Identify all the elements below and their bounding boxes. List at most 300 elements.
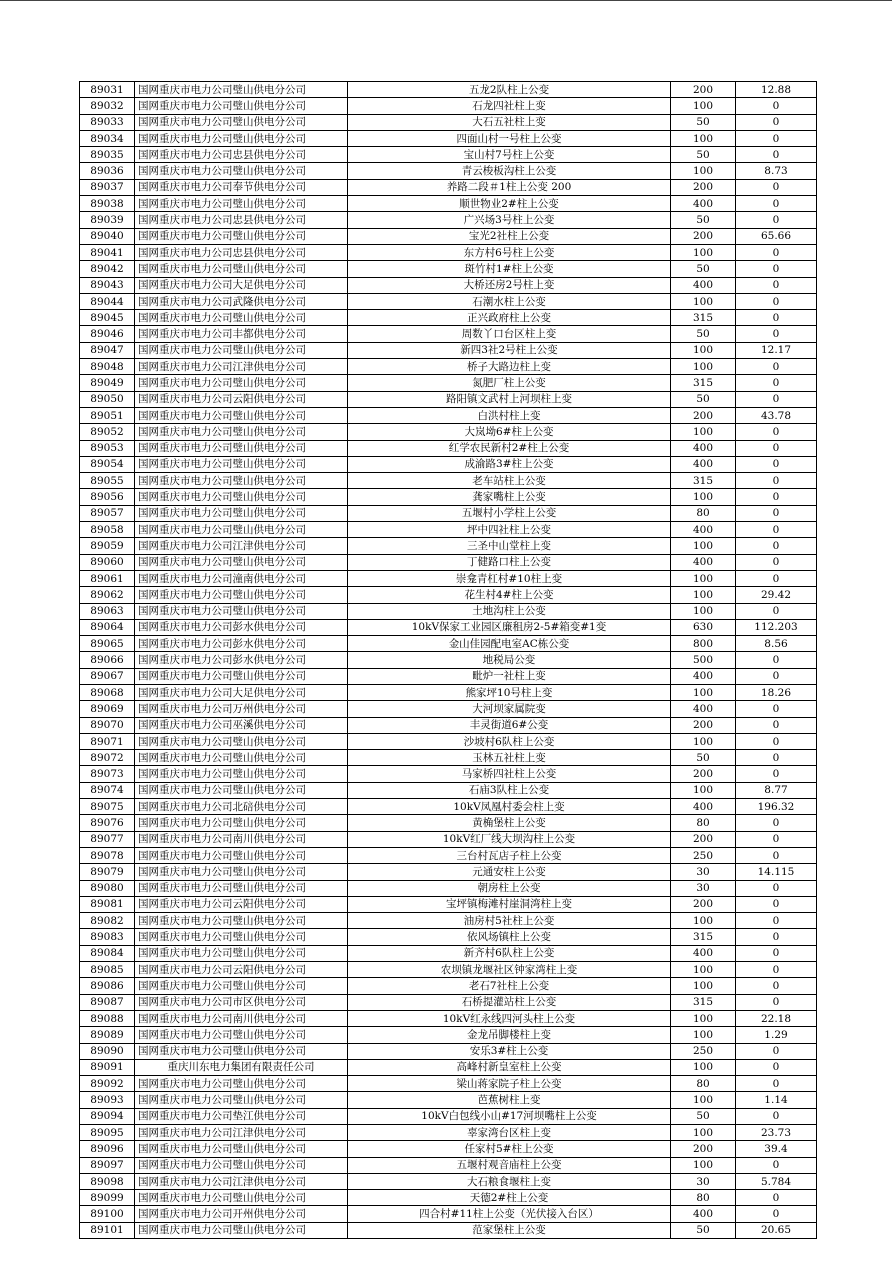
row-id-cell: 89045 xyxy=(80,310,135,326)
capacity-cell: 100 xyxy=(671,163,736,179)
table-row xyxy=(80,82,817,98)
value-cell: 0 xyxy=(736,130,817,146)
transformer-name-cell: 马家桥四社柱上公变 xyxy=(348,766,671,782)
transformer-name-cell: 五堰村小学柱上公变 xyxy=(348,505,671,521)
row-id-cell: 89091 xyxy=(80,1059,135,1075)
row-id-cell: 89094 xyxy=(80,1108,135,1124)
transformer-name-cell: 石潮水柱上公变 xyxy=(348,293,671,309)
capacity-cell: 100 xyxy=(671,244,736,260)
row-id-cell: 89037 xyxy=(80,179,135,195)
capacity-cell: 315 xyxy=(671,473,736,489)
table-row xyxy=(80,896,817,912)
transformer-name-cell: 毗炉一社柱上变 xyxy=(348,668,671,684)
capacity-cell: 100 xyxy=(671,684,736,700)
capacity-cell: 400 xyxy=(671,701,736,717)
company-cell: 国网重庆市电力公司大足供电分公司 xyxy=(135,684,348,700)
table-row xyxy=(80,424,817,440)
row-id-cell: 89063 xyxy=(80,603,135,619)
company-cell: 国网重庆市电力公司巫溪供电分公司 xyxy=(135,717,348,733)
value-cell: 0 xyxy=(736,668,817,684)
transformer-name-cell: 青云梭板沟柱上公变 xyxy=(348,163,671,179)
transformer-name-cell: 五堰村观音庙柱上公变 xyxy=(348,1157,671,1173)
row-id-cell: 89071 xyxy=(80,733,135,749)
capacity-cell: 200 xyxy=(671,179,736,195)
row-id-cell: 89055 xyxy=(80,473,135,489)
capacity-cell: 50 xyxy=(671,326,736,342)
company-cell: 国网重庆市电力公司璧山供电分公司 xyxy=(135,945,348,961)
transformer-name-cell: 周数丫口台区柱上变 xyxy=(348,326,671,342)
table-row xyxy=(80,945,817,961)
company-cell: 国网重庆市电力公司彭水供电分公司 xyxy=(135,619,348,635)
capacity-cell: 50 xyxy=(671,261,736,277)
capacity-cell: 100 xyxy=(671,1157,736,1173)
company-cell: 国网重庆市电力公司璧山供电分公司 xyxy=(135,913,348,929)
capacity-cell: 100 xyxy=(671,130,736,146)
company-cell: 国网重庆市电力公司璧山供电分公司 xyxy=(135,1141,348,1157)
company-cell: 国网重庆市电力公司璧山供电分公司 xyxy=(135,815,348,831)
transformer-name-cell: 大河坝家属院变 xyxy=(348,701,671,717)
table-row xyxy=(80,98,817,114)
transformer-name-cell: 养路二段＃1柱上公变 200 xyxy=(348,179,671,195)
row-id-cell: 89068 xyxy=(80,684,135,700)
table-row xyxy=(80,179,817,195)
company-cell: 国网重庆市电力公司璧山供电分公司 xyxy=(135,1157,348,1173)
transformer-name-cell: 崇龛青杠村#10柱上变 xyxy=(348,570,671,586)
table-row xyxy=(80,733,817,749)
value-cell: 1.14 xyxy=(736,1092,817,1108)
transformer-name-cell: 老车站柱上公变 xyxy=(348,473,671,489)
value-cell: 0 xyxy=(736,929,817,945)
company-cell: 国网重庆市电力公司璧山供电分公司 xyxy=(135,1190,348,1206)
company-cell: 国网重庆市电力公司璧山供电分公司 xyxy=(135,587,348,603)
row-id-cell: 89080 xyxy=(80,880,135,896)
table-row xyxy=(80,130,817,146)
value-cell: 0 xyxy=(736,913,817,929)
value-cell: 0 xyxy=(736,570,817,586)
capacity-cell: 200 xyxy=(671,896,736,912)
transformer-name-cell: 10kV红厂线大坝沟柱上公变 xyxy=(348,831,671,847)
table-row xyxy=(80,1173,817,1189)
row-id-cell: 89057 xyxy=(80,505,135,521)
transformer-name-cell: 新四3社2号柱上公变 xyxy=(348,342,671,358)
row-id-cell: 89076 xyxy=(80,815,135,831)
company-cell: 国网重庆市电力公司璧山供电分公司 xyxy=(135,978,348,994)
company-cell: 国网重庆市电力公司万州供电分公司 xyxy=(135,701,348,717)
row-id-cell: 89054 xyxy=(80,456,135,472)
capacity-cell: 200 xyxy=(671,228,736,244)
value-cell: 0 xyxy=(736,994,817,1010)
capacity-cell: 200 xyxy=(671,831,736,847)
row-id-cell: 89067 xyxy=(80,668,135,684)
transformer-name-cell: 四面山村一号柱上公变 xyxy=(348,130,671,146)
table-row xyxy=(80,359,817,375)
value-cell: 18.26 xyxy=(736,684,817,700)
value-cell: 0 xyxy=(736,473,817,489)
row-id-cell: 89062 xyxy=(80,587,135,603)
company-cell: 国网重庆市电力公司市区供电分公司 xyxy=(135,994,348,1010)
value-cell: 22.18 xyxy=(736,1010,817,1026)
table-row xyxy=(80,652,817,668)
transformer-name-cell: 花生村4#柱上公变 xyxy=(348,587,671,603)
capacity-cell: 250 xyxy=(671,1043,736,1059)
transformer-name-cell: 氮肥厂柱上公变 xyxy=(348,375,671,391)
row-id-cell: 89058 xyxy=(80,522,135,538)
company-cell: 国网重庆市电力公司璧山供电分公司 xyxy=(135,114,348,130)
transformer-name-cell: 正兴政府柱上公变 xyxy=(348,310,671,326)
company-cell: 国网重庆市电力公司南川供电分公司 xyxy=(135,1010,348,1026)
company-cell: 国网重庆市电力公司丰都供电分公司 xyxy=(135,326,348,342)
capacity-cell: 50 xyxy=(671,1222,736,1238)
table-row xyxy=(80,1108,817,1124)
company-cell: 国网重庆市电力公司江津供电分公司 xyxy=(135,1125,348,1141)
capacity-cell: 100 xyxy=(671,1092,736,1108)
table-row xyxy=(80,717,817,733)
row-id-cell: 89075 xyxy=(80,799,135,815)
table-row xyxy=(80,978,817,994)
row-id-cell: 89100 xyxy=(80,1206,135,1222)
table-row xyxy=(80,147,817,163)
company-cell: 国网重庆市电力公司璧山供电分公司 xyxy=(135,375,348,391)
value-cell: 0 xyxy=(736,750,817,766)
transformer-name-cell: 油房村5社柱上公变 xyxy=(348,913,671,929)
transformer-name-cell: 新齐村6队柱上公变 xyxy=(348,945,671,961)
table-row xyxy=(80,554,817,570)
capacity-cell: 800 xyxy=(671,636,736,652)
value-cell: 0 xyxy=(736,896,817,912)
value-cell: 65.66 xyxy=(736,228,817,244)
table-row xyxy=(80,310,817,326)
capacity-cell: 315 xyxy=(671,929,736,945)
transformer-name-cell: 三台村瓦店子柱上公变 xyxy=(348,847,671,863)
company-cell: 国网重庆市电力公司奉节供电分公司 xyxy=(135,179,348,195)
value-cell: 0 xyxy=(736,522,817,538)
capacity-cell: 400 xyxy=(671,554,736,570)
value-cell: 0 xyxy=(736,847,817,863)
row-id-cell: 89085 xyxy=(80,962,135,978)
table-row xyxy=(80,1043,817,1059)
transformer-name-cell: 石桥提灌站柱上公变 xyxy=(348,994,671,1010)
table-row xyxy=(80,750,817,766)
capacity-cell: 50 xyxy=(671,391,736,407)
table-row xyxy=(80,603,817,619)
value-cell: 0 xyxy=(736,538,817,554)
row-id-cell: 89083 xyxy=(80,929,135,945)
company-cell: 国网重庆市电力公司璧山供电分公司 xyxy=(135,310,348,326)
table-row xyxy=(80,375,817,391)
table-row xyxy=(80,244,817,260)
capacity-cell: 100 xyxy=(671,293,736,309)
transformer-name-cell: 宝光2社柱上公变 xyxy=(348,228,671,244)
table-row xyxy=(80,1141,817,1157)
value-cell: 0 xyxy=(736,1108,817,1124)
transformer-name-cell: 宝山村7号柱上公变 xyxy=(348,147,671,163)
row-id-cell: 89074 xyxy=(80,782,135,798)
transformer-name-cell: 老石7社柱上公变 xyxy=(348,978,671,994)
value-cell: 8.77 xyxy=(736,782,817,798)
row-id-cell: 89073 xyxy=(80,766,135,782)
company-cell: 国网重庆市电力公司云阳供电分公司 xyxy=(135,896,348,912)
capacity-cell: 200 xyxy=(671,717,736,733)
capacity-cell: 100 xyxy=(671,98,736,114)
company-cell: 国网重庆市电力公司璧山供电分公司 xyxy=(135,440,348,456)
table-row xyxy=(80,1157,817,1173)
table-row xyxy=(80,1125,817,1141)
transformer-name-cell: 坪中四社柱上公变 xyxy=(348,522,671,538)
transformer-name-cell: 五龙2队柱上公变 xyxy=(348,82,671,98)
row-id-cell: 89041 xyxy=(80,244,135,260)
capacity-cell: 80 xyxy=(671,505,736,521)
table-row xyxy=(80,782,817,798)
transformer-name-cell: 高峰村新皇室柱上公变 xyxy=(348,1059,671,1075)
table-row xyxy=(80,864,817,880)
table-row xyxy=(80,440,817,456)
capacity-cell: 100 xyxy=(671,342,736,358)
row-id-cell: 89087 xyxy=(80,994,135,1010)
capacity-cell: 500 xyxy=(671,652,736,668)
transformer-name-cell: 天德2#柱上公变 xyxy=(348,1190,671,1206)
value-cell: 0 xyxy=(736,652,817,668)
transformer-name-cell: 10kV凤凰村委会柱上变 xyxy=(348,799,671,815)
capacity-cell: 630 xyxy=(671,619,736,635)
table-row xyxy=(80,994,817,1010)
value-cell: 0 xyxy=(736,717,817,733)
company-cell: 国网重庆市电力公司垫江供电分公司 xyxy=(135,1108,348,1124)
capacity-cell: 100 xyxy=(671,913,736,929)
row-id-cell: 89064 xyxy=(80,619,135,635)
company-cell: 国网重庆市电力公司璧山供电分公司 xyxy=(135,880,348,896)
table-row xyxy=(80,847,817,863)
transformer-name-cell: 顺世物业2#柱上公变 xyxy=(348,196,671,212)
capacity-cell: 400 xyxy=(671,456,736,472)
table-row xyxy=(80,913,817,929)
transformer-name-cell: 土地沟柱上公变 xyxy=(348,603,671,619)
company-cell: 国网重庆市电力公司江津供电分公司 xyxy=(135,1173,348,1189)
row-id-cell: 89061 xyxy=(80,570,135,586)
company-cell: 国网重庆市电力公司彭水供电分公司 xyxy=(135,652,348,668)
transformer-name-cell: 宝坪镇梅滩村崖洞湾柱上变 xyxy=(348,896,671,912)
transformer-name-cell: 地税局公变 xyxy=(348,652,671,668)
row-id-cell: 89098 xyxy=(80,1173,135,1189)
company-cell: 国网重庆市电力公司璧山供电分公司 xyxy=(135,505,348,521)
row-id-cell: 89031 xyxy=(80,82,135,98)
company-cell: 国网重庆市电力公司璧山供电分公司 xyxy=(135,766,348,782)
capacity-cell: 50 xyxy=(671,147,736,163)
transformer-name-cell: 大石五社柱上变 xyxy=(348,114,671,130)
table-row xyxy=(80,261,817,277)
row-id-cell: 89084 xyxy=(80,945,135,961)
capacity-cell: 400 xyxy=(671,1206,736,1222)
company-cell: 国网重庆市电力公司璧山供电分公司 xyxy=(135,1043,348,1059)
table-row xyxy=(80,538,817,554)
transformer-name-cell: 农坝镇龙堰社区钟家湾柱上变 xyxy=(348,962,671,978)
table-row xyxy=(80,766,817,782)
table-row xyxy=(80,1027,817,1043)
value-cell: 0 xyxy=(736,1076,817,1092)
value-cell: 8.56 xyxy=(736,636,817,652)
value-cell: 0 xyxy=(736,831,817,847)
row-id-cell: 89059 xyxy=(80,538,135,554)
row-id-cell: 89050 xyxy=(80,391,135,407)
row-id-cell: 89052 xyxy=(80,424,135,440)
company-cell: 国网重庆市电力公司璧山供电分公司 xyxy=(135,1027,348,1043)
company-cell: 国网重庆市电力公司璧山供电分公司 xyxy=(135,1092,348,1108)
transformer-name-cell: 石庙3队柱上公变 xyxy=(348,782,671,798)
capacity-cell: 400 xyxy=(671,277,736,293)
capacity-cell: 100 xyxy=(671,538,736,554)
table-row xyxy=(80,505,817,521)
transformer-name-cell: 丰灵街道6#公变 xyxy=(348,717,671,733)
value-cell: 0 xyxy=(736,293,817,309)
value-cell: 0 xyxy=(736,310,817,326)
table-row xyxy=(80,391,817,407)
value-cell: 0 xyxy=(736,114,817,130)
value-cell: 0 xyxy=(736,978,817,994)
capacity-cell: 50 xyxy=(671,114,736,130)
company-cell: 国网重庆市电力公司璧山供电分公司 xyxy=(135,228,348,244)
company-cell: 国网重庆市电力公司璧山供电分公司 xyxy=(135,130,348,146)
transformer-name-cell: 三圣中山堂柱上变 xyxy=(348,538,671,554)
value-cell: 0 xyxy=(736,505,817,521)
company-cell: 国网重庆市电力公司璧山供电分公司 xyxy=(135,163,348,179)
capacity-cell: 200 xyxy=(671,82,736,98)
table-row xyxy=(80,522,817,538)
value-cell: 196.32 xyxy=(736,799,817,815)
table-row xyxy=(80,1222,817,1238)
capacity-cell: 315 xyxy=(671,310,736,326)
transformer-name-cell: 成渝路3#柱上公变 xyxy=(348,456,671,472)
transformer-name-cell: 10kV保家工业园区廉租房2-5#箱变#1变 xyxy=(348,619,671,635)
table-row xyxy=(80,277,817,293)
row-id-cell: 89082 xyxy=(80,913,135,929)
value-cell: 1.29 xyxy=(736,1027,817,1043)
transformer-name-cell: 大桥还房2号柱上变 xyxy=(348,277,671,293)
capacity-cell: 100 xyxy=(671,733,736,749)
transformer-name-cell: 元通安柱上公变 xyxy=(348,864,671,880)
transformer-name-cell: 金山佳园配电室AC栋公变 xyxy=(348,636,671,652)
transformer-name-cell: 斑竹村1#柱上公变 xyxy=(348,261,671,277)
company-cell: 国网重庆市电力公司璧山供电分公司 xyxy=(135,473,348,489)
row-id-cell: 89096 xyxy=(80,1141,135,1157)
capacity-cell: 50 xyxy=(671,750,736,766)
transformer-name-cell: 白洪村柱上变 xyxy=(348,407,671,423)
transformer-name-cell: 路阳镇文武村上河坝柱上变 xyxy=(348,391,671,407)
row-id-cell: 89060 xyxy=(80,554,135,570)
table-row xyxy=(80,1206,817,1222)
transformer-name-cell: 红学农民新村2#柱上公变 xyxy=(348,440,671,456)
value-cell: 5.784 xyxy=(736,1173,817,1189)
value-cell: 0 xyxy=(736,244,817,260)
value-cell: 0 xyxy=(736,375,817,391)
value-cell: 112.203 xyxy=(736,619,817,635)
company-cell: 国网重庆市电力公司云阳供电分公司 xyxy=(135,962,348,978)
company-cell: 国网重庆市电力公司璧山供电分公司 xyxy=(135,522,348,538)
row-id-cell: 89034 xyxy=(80,130,135,146)
table-row xyxy=(80,473,817,489)
table-row xyxy=(80,1092,817,1108)
company-cell: 国网重庆市电力公司璧山供电分公司 xyxy=(135,603,348,619)
row-id-cell: 89072 xyxy=(80,750,135,766)
table-row xyxy=(80,1059,817,1075)
row-id-cell: 89032 xyxy=(80,98,135,114)
capacity-cell: 30 xyxy=(671,880,736,896)
table-row xyxy=(80,701,817,717)
company-cell: 国网重庆市电力公司璧山供电分公司 xyxy=(135,1222,348,1238)
transformer-name-cell: 桥子大路边柱上变 xyxy=(348,359,671,375)
value-cell: 0 xyxy=(736,766,817,782)
company-cell: 国网重庆市电力公司云阳供电分公司 xyxy=(135,391,348,407)
company-cell: 国网重庆市电力公司北碚供电分公司 xyxy=(135,799,348,815)
row-id-cell: 89048 xyxy=(80,359,135,375)
capacity-cell: 100 xyxy=(671,1027,736,1043)
capacity-cell: 100 xyxy=(671,603,736,619)
company-cell: 国网重庆市电力公司璧山供电分公司 xyxy=(135,456,348,472)
table-row xyxy=(80,636,817,652)
value-cell: 0 xyxy=(736,277,817,293)
capacity-cell: 100 xyxy=(671,1010,736,1026)
transformer-name-cell: 任家村5#柱上公变 xyxy=(348,1141,671,1157)
value-cell: 0 xyxy=(736,456,817,472)
table-body xyxy=(80,82,817,1239)
company-cell: 国网重庆市电力公司璧山供电分公司 xyxy=(135,82,348,98)
company-cell: 国网重庆市电力公司璧山供电分公司 xyxy=(135,929,348,945)
row-id-cell: 89065 xyxy=(80,636,135,652)
company-cell: 国网重庆市电力公司江津供电分公司 xyxy=(135,538,348,554)
capacity-cell: 400 xyxy=(671,799,736,815)
table-row xyxy=(80,815,817,831)
value-cell: 0 xyxy=(736,98,817,114)
capacity-cell: 200 xyxy=(671,1141,736,1157)
value-cell: 39.4 xyxy=(736,1141,817,1157)
company-cell: 国网重庆市电力公司南川供电分公司 xyxy=(135,831,348,847)
table-row xyxy=(80,326,817,342)
company-cell: 国网重庆市电力公司璧山供电分公司 xyxy=(135,407,348,423)
transformer-name-cell: 依风场镇柱上公变 xyxy=(348,929,671,945)
row-id-cell: 89066 xyxy=(80,652,135,668)
capacity-cell: 30 xyxy=(671,1173,736,1189)
value-cell: 0 xyxy=(736,489,817,505)
capacity-cell: 80 xyxy=(671,1190,736,1206)
company-cell: 国网重庆市电力公司璧山供电分公司 xyxy=(135,424,348,440)
row-id-cell: 89047 xyxy=(80,342,135,358)
transformer-name-cell: 辜家湾台区柱上变 xyxy=(348,1125,671,1141)
capacity-cell: 50 xyxy=(671,1108,736,1124)
value-cell: 0 xyxy=(736,261,817,277)
value-cell: 0 xyxy=(736,701,817,717)
value-cell: 0 xyxy=(736,1157,817,1173)
value-cell: 20.65 xyxy=(736,1222,817,1238)
row-id-cell: 89086 xyxy=(80,978,135,994)
company-cell: 国网重庆市电力公司忠县供电分公司 xyxy=(135,147,348,163)
transformer-name-cell: 玉林五社柱上变 xyxy=(348,750,671,766)
company-cell: 国网重庆市电力公司忠县供电分公司 xyxy=(135,244,348,260)
table-row xyxy=(80,1190,817,1206)
capacity-cell: 100 xyxy=(671,978,736,994)
capacity-cell: 400 xyxy=(671,945,736,961)
transformer-name-cell: 熊家坪10号柱上变 xyxy=(348,684,671,700)
transformer-table xyxy=(79,81,817,1239)
row-id-cell: 89079 xyxy=(80,864,135,880)
company-cell: 国网重庆市电力公司璧山供电分公司 xyxy=(135,668,348,684)
capacity-cell: 100 xyxy=(671,489,736,505)
capacity-cell: 100 xyxy=(671,1125,736,1141)
capacity-cell: 100 xyxy=(671,570,736,586)
company-cell: 国网重庆市电力公司璧山供电分公司 xyxy=(135,782,348,798)
value-cell: 12.88 xyxy=(736,82,817,98)
table-row xyxy=(80,456,817,472)
value-cell: 0 xyxy=(736,196,817,212)
company-cell: 国网重庆市电力公司忠县供电分公司 xyxy=(135,212,348,228)
value-cell: 0 xyxy=(736,424,817,440)
